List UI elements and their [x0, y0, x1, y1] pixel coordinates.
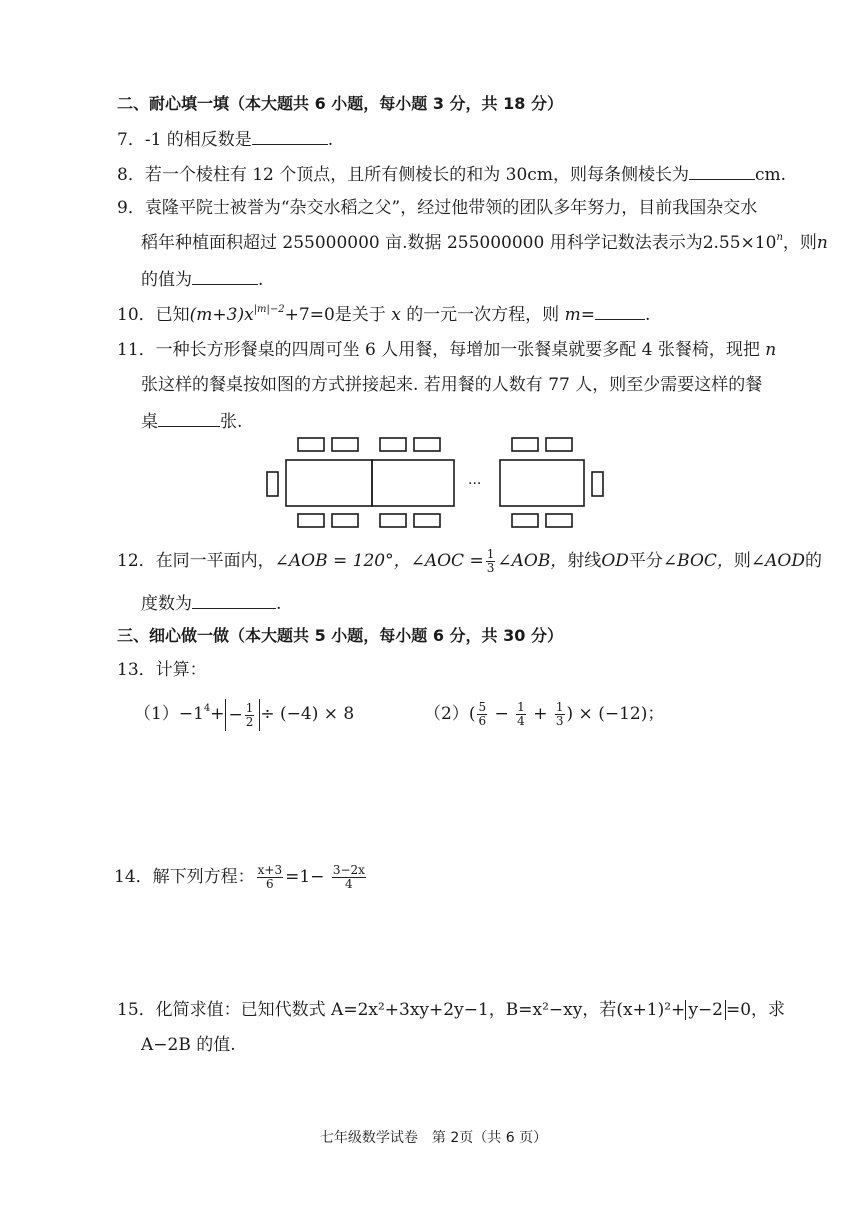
answer-blank[interactable]: [192, 267, 258, 285]
math-expression: ÷ (−4) × 8: [260, 704, 355, 724]
section-heading: 三、细心做一做（本大题共 5 小题，每小题 6 分，共 30 分）: [117, 626, 563, 645]
absolute-value: − $\frac{1}{2}$: [225, 699, 261, 731]
question-text: 张.: [220, 412, 243, 432]
chair: [414, 514, 440, 527]
question-9-line-1: [117, 197, 757, 219]
punctuation: .: [644, 305, 651, 325]
equation-expression: +7=0: [284, 305, 335, 325]
question-text: =0，求: [725, 1000, 786, 1020]
question-13-part-1: [134, 698, 354, 731]
question-11-line-2: [141, 374, 762, 396]
question-number: 7．: [117, 130, 145, 150]
unit-text: cm.: [754, 165, 786, 185]
question-14: [114, 860, 368, 894]
question-9-line-3: [141, 267, 263, 291]
question-number: 9．: [117, 198, 145, 218]
answer-blank[interactable]: [252, 127, 328, 145]
question-text: 的值为: [141, 270, 192, 290]
angle-expression: ∠AOB = 120°，: [274, 551, 411, 571]
answer-blank[interactable]: [158, 409, 220, 427]
question-number: 12．: [117, 551, 156, 571]
variable: m: [564, 305, 581, 325]
punctuation: .: [258, 270, 264, 290]
chair: [512, 514, 538, 527]
chair: [298, 514, 324, 527]
chair: [414, 438, 440, 451]
section-heading: 二、耐心填一填（本大题共 6 小题，每小题 3 分，共 18 分）: [117, 94, 563, 113]
variable: n: [765, 340, 777, 360]
question-text: ，则: [782, 233, 817, 253]
chair: [546, 514, 572, 527]
angle-expression: ∠BOC，: [662, 551, 734, 571]
chair: [512, 438, 538, 451]
question-10: [117, 302, 650, 326]
equals-sign: =: [580, 305, 595, 325]
question-text: -1 的相反数是: [144, 130, 252, 150]
ellipsis: ···: [468, 476, 482, 492]
fraction: $\frac{x+3}{6}$: [257, 863, 283, 891]
exponent: n: [776, 232, 783, 243]
math-expression: +: [210, 704, 225, 724]
question-number: 15．: [117, 1000, 156, 1020]
variable: x: [391, 305, 401, 325]
table: [500, 460, 584, 506]
math-expression: ) × (−12)；: [566, 704, 665, 724]
question-number: 10．: [117, 305, 156, 325]
question-text: 是关于: [334, 305, 386, 325]
question-number: 14．: [114, 867, 153, 887]
question-11-line-3: [141, 409, 242, 433]
question-text: 的: [804, 551, 822, 571]
question-text: 已知: [155, 305, 190, 325]
operator: +: [533, 704, 548, 724]
question-text: 解下列方程：: [152, 867, 255, 887]
ray-label: OD: [601, 551, 629, 571]
chair: [332, 438, 358, 451]
question-number: 11．: [117, 340, 156, 360]
question-text: A−2B 的值.: [141, 1035, 236, 1055]
chair: [592, 472, 603, 496]
exponent: 4: [203, 703, 211, 714]
part-label: （1）: [134, 704, 179, 724]
chair: [332, 514, 358, 527]
question-15-line-1: [117, 999, 785, 1021]
question-text: 化简求值：已知代数式 A=2x²+3xy+2y−1，B=x²−xy，若(x+1)²+: [155, 1000, 686, 1020]
fraction: $\frac{1}{3}$: [555, 700, 564, 728]
answer-blank[interactable]: [689, 162, 755, 180]
math-expression: =1−: [285, 867, 325, 887]
page-footer: 七年级数学试卷 第 2页（共 6 页）: [319, 1130, 548, 1146]
question-text: 平分: [628, 551, 663, 571]
table: [372, 460, 454, 506]
question-text: 袁隆平院士被誉为“杂交水稻之父”，经过他带领的团队多年努力，目前我国杂交水: [144, 198, 758, 218]
question-12-line-2: [141, 591, 281, 615]
question-12-line-1: [117, 548, 822, 575]
question-number: 13．: [117, 660, 156, 680]
chair: [546, 438, 572, 451]
math-expression: −1: [178, 704, 204, 724]
operator: −: [494, 704, 509, 724]
question-text: 桌: [141, 412, 158, 432]
question-text: 的一元一次方程，则: [406, 305, 560, 325]
question-text: 在同一平面内，: [155, 551, 275, 571]
answer-blank[interactable]: [595, 302, 645, 320]
question-text: 稻年种植面积超过 255000000 亩.数据 255000000 用科学记数法表示为2.55×10: [141, 233, 777, 253]
answer-blank[interactable]: [192, 591, 276, 609]
question-number: 8．: [117, 165, 145, 185]
punctuation: .: [327, 130, 334, 150]
chair: [267, 472, 278, 496]
question-text: 射线: [567, 551, 602, 571]
chair: [298, 438, 324, 451]
variable: n: [816, 233, 828, 253]
fraction: $\frac{3-2x}{4}$: [332, 863, 365, 891]
question-text: 计算：: [155, 660, 207, 680]
question-text: 张这样的餐桌按如图的方式拼接起来. 若用餐的人数有 77 人，则至少需要这样的餐: [141, 375, 763, 395]
fraction: $\frac{1}{4}$: [517, 700, 525, 728]
math-expression: (: [468, 704, 476, 724]
table: [286, 460, 372, 506]
fraction: $\frac{5}{6}$: [478, 700, 487, 728]
angle-expression: ∠AOC =: [410, 551, 484, 571]
question-text: 一种长方形餐桌的四周可坐 6 人用餐，每增加一张餐桌就要多配 4 张餐椅，现把: [155, 340, 760, 360]
table-arrangement-figure: [262, 436, 612, 528]
question-13: [117, 659, 207, 681]
question-text: 若一个棱柱有 12 个顶点，且所有侧棱长的和为 30cm，则每条侧棱长为: [144, 165, 689, 185]
question-9-line-2: [141, 232, 828, 254]
absolute-value: y−2: [685, 1000, 726, 1020]
angle-expression: ∠AOD: [750, 551, 805, 571]
question-text: 则: [733, 551, 751, 571]
fraction: $\frac{1}{3}$: [486, 547, 495, 575]
question-15-line-2: [141, 1034, 236, 1056]
question-7: [117, 127, 333, 151]
angle-expression: ∠AOB，: [497, 551, 568, 571]
chair: [380, 514, 406, 527]
question-8: [117, 162, 786, 186]
equation-expression: (m+3)x: [189, 305, 254, 325]
punctuation: .: [276, 594, 282, 614]
exponent: |m|−2: [253, 304, 285, 315]
part-label: （2）: [424, 704, 469, 724]
chair: [380, 438, 406, 451]
question-11-line-1: [117, 339, 776, 361]
question-13-part-2: [424, 698, 664, 730]
question-text: 度数为: [141, 594, 192, 614]
